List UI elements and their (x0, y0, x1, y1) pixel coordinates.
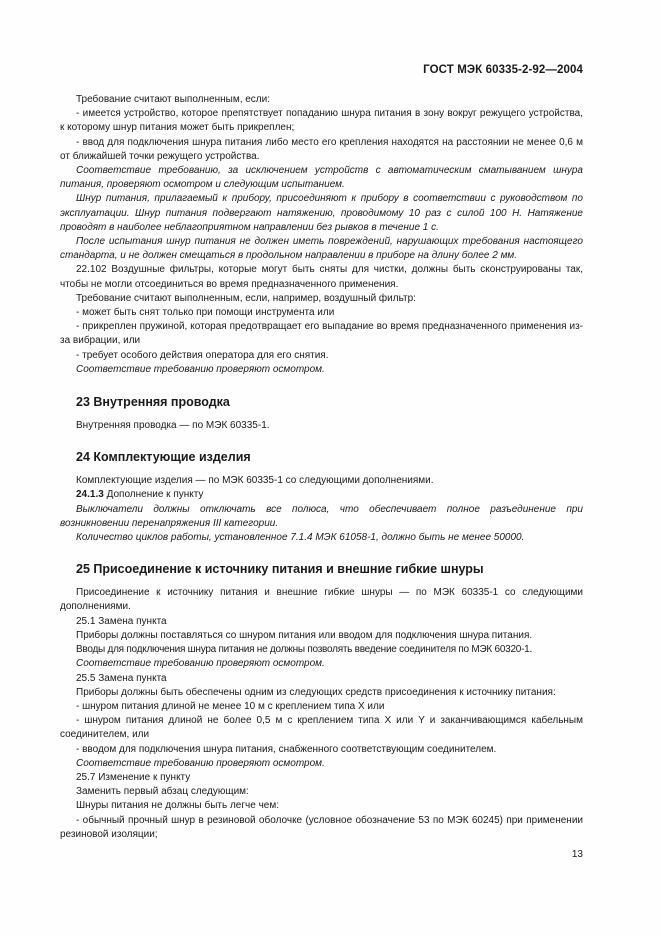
paragraph: Шнуры питания не должны быть легче чем: (76, 800, 279, 812)
paragraph: Шнур питания, прилагаемый к прибору, присоединяют к прибору в соответствии с руководством по эксплуатации. Шнур питания подвергают натяжению, проводимому 10 раз с силой 100 Н. Натяжение проводят в наиболее неблагоприятном направлении без рывков в течение 1 с. (60, 193, 583, 233)
paragraph: Соответствие требованию, за исключением устройств с автоматическим сматыванием шнура питания, проверяют осмотром и следующим испытанием. (60, 165, 583, 191)
clause-22-102: 22.102 Воздушные фильтры, которые могут быть сняты для чистки, должны быть сконструированы так, чтобы не могли отсоединиться во время предназначенного применения. (60, 264, 583, 290)
paragraph: После испытания шнур питания не должен иметь повреждений, нарушающих требования настоящего стандарта, и не должен смещаться в продольном направлении в приборе на длину более 2 мм. (60, 236, 583, 262)
clause-number: 24.1.3 (76, 489, 104, 501)
document-body (60, 93, 583, 842)
section-heading-25: 25 Присоединение к источнику питания и внешние гибкие шнуры (76, 562, 484, 577)
clause-25-5: 25.5 Замена пункта (76, 672, 167, 684)
paragraph: Соответствие требованию проверяют осмотром. (76, 363, 325, 375)
paragraph: Выключатели должны отключать все полюса, что обеспечивает полное разъединение при возникновении перенапряжения III категории. (60, 503, 583, 529)
paragraph: Требование считают выполненным, если: (76, 94, 271, 105)
paragraph: Требование считают выполненным, если, например, воздушный фильтр: (76, 292, 416, 304)
document-header: ГОСТ МЭК 60335-2-92—2004 (423, 64, 583, 76)
paragraph: Соответствие требованию проверяют осмотром. (76, 757, 325, 769)
list-item: - шнуром питания длиной не менее 10 м с креплением типа X или (76, 700, 385, 712)
list-item: - ввод для подключения шнура питания либо место его крепления находятся на расстоянии не менее 0,6 м от ближайшей точки режущего устройства. (60, 136, 583, 162)
list-item: - имеется устройство, которое препятствует попаданию шнура питания в зону вокруг режущего устройства, к которому шнур питания может быть прикреплен; (60, 108, 583, 134)
clause-25-7: 25.7 Изменение к пункту (76, 771, 191, 783)
list-item: - обычный прочный шнур в резиновой оболочке (условное обозначение 53 по МЭК 60245) при применении резиновой изоляции; (60, 814, 583, 840)
clause-title: Дополнение к пункту (106, 489, 204, 501)
page-number: 13 (571, 849, 583, 860)
paragraph: Присоединение к источнику питания и внешние гибкие шнуры — по МЭК 60335-1 со следующими дополнениями. (60, 587, 583, 613)
paragraph: Комплектующие изделия — по МЭК 60335-1 со следующими дополнениями. (76, 475, 434, 487)
paragraph: Количество циклов работы, установленное 7.1.4 МЭК 61058-1, должно быть не менее 50000. (76, 532, 525, 544)
section-heading-23: 23 Внутренняя проводка (76, 395, 230, 410)
section-heading-24: 24 Комплектующие изделия (76, 450, 251, 465)
paragraph: Приборы должны поставляться со шнуром питания или вводом для подключения шнура питания. (76, 629, 533, 641)
paragraph: Внутренняя проводка — по МЭК 60335-1. (76, 420, 270, 432)
list-item: - вводом для подключения шнура питания, снабженного соответствующим соединителем. (76, 743, 497, 755)
paragraph: Вводы для подключения шнура питания не должны позволять введение соединителя по МЭК 60320-1. (76, 644, 532, 656)
list-item: - требует особого действия оператора для его снятия. (76, 349, 329, 361)
list-item: - прикреплен пружиной, которая предотвращает его выпадание во время предназначенного применения из-за вибрации, или (60, 321, 583, 347)
paragraph: Соответствие требованию проверяют осмотром. (76, 658, 325, 670)
paragraph: Приборы должны быть обеспечены одним из следующих средств присоединения к источнику питания: (76, 686, 556, 698)
paragraph: Заменить первый абзац следующим: (76, 786, 249, 798)
list-item: - шнуром питания длиной не более 0,5 м с креплением типа X или Y и заканчивающимся кабельным соединителем, или (60, 715, 583, 741)
list-item: - может быть снят только при помощи инструмента или (76, 307, 335, 319)
clause-25-1: 25.1 Замена пункта (76, 615, 167, 627)
clause-24-1-3 (60, 488, 583, 502)
